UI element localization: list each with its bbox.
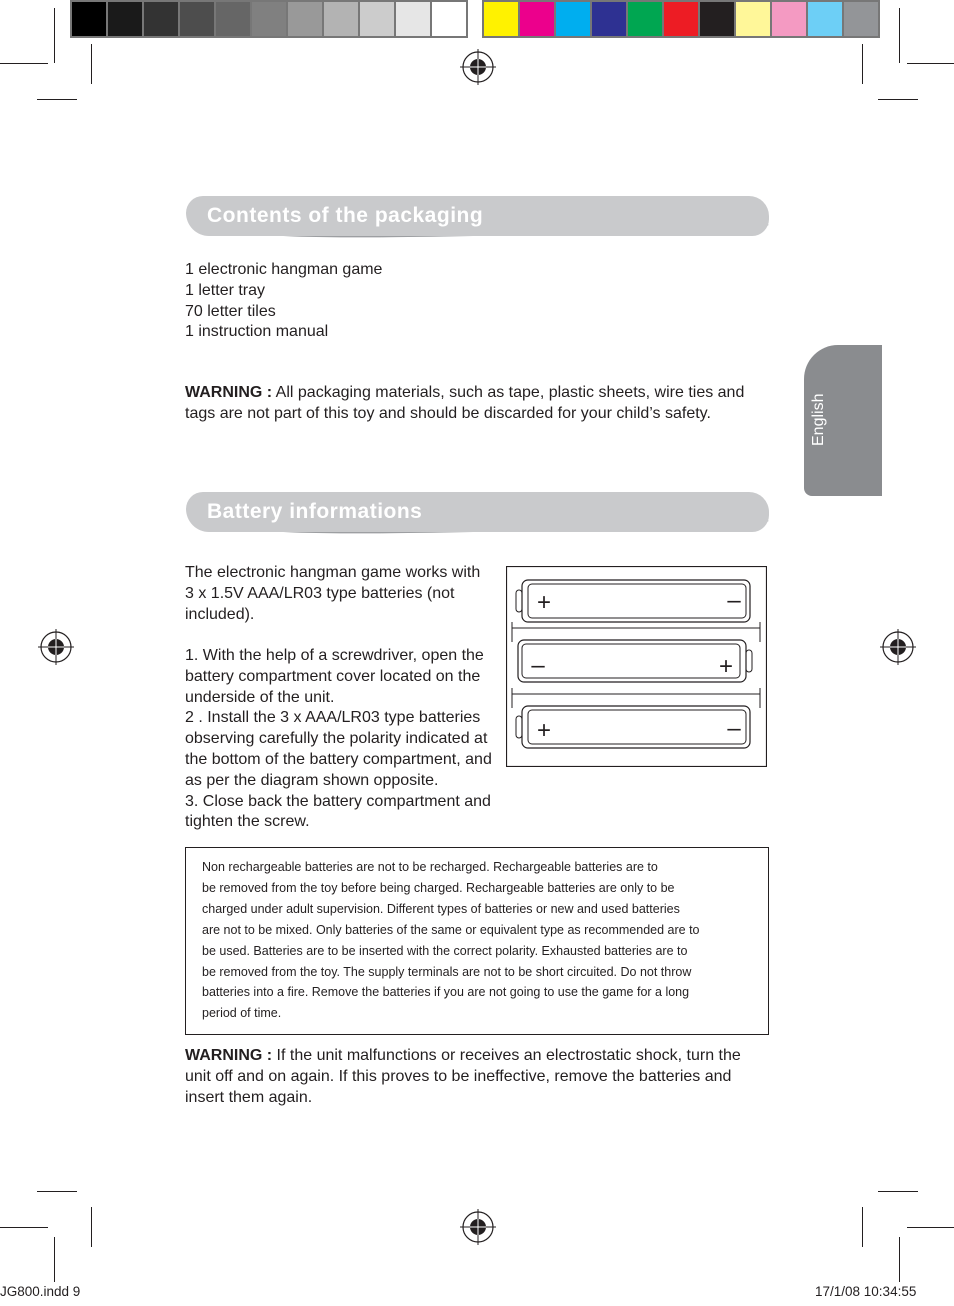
crop-mark <box>878 99 918 100</box>
crop-mark <box>899 1237 900 1282</box>
registration-mark-icon <box>460 1209 496 1245</box>
warning-text: insert them again. <box>185 1088 313 1106</box>
text-line: as per the diagram shown opposite. <box>185 771 439 789</box>
crop-mark <box>907 63 954 64</box>
gray-swatch <box>178 0 214 38</box>
language-tab-label: English <box>810 393 827 446</box>
gray-swatch <box>286 0 322 38</box>
crop-mark <box>37 1191 77 1192</box>
footer-timestamp: 17/1/08 10:34:55 <box>815 1284 917 1299</box>
crop-mark <box>37 99 77 100</box>
color-swatch <box>806 0 842 38</box>
text-line: charged under adult supervision. Different types of batteries or new and used batteries <box>202 901 680 916</box>
packaging-warning <box>185 383 744 425</box>
crop-mark <box>907 1227 954 1228</box>
gray-swatch <box>106 0 142 38</box>
color-swatch <box>698 0 734 38</box>
color-swatch <box>842 0 880 38</box>
gray-swatch <box>394 0 430 38</box>
battery-intro <box>185 563 480 625</box>
gray-swatch <box>142 0 178 38</box>
text-line: are not to be mixed. Only batteries of the same or equivalent type as recommended are to <box>202 922 700 937</box>
gray-swatch <box>214 0 250 38</box>
list-item: 1 electronic hangman game <box>185 261 383 278</box>
list-item: 70 letter tiles <box>185 302 276 320</box>
polarity-symbol: – <box>531 652 545 679</box>
section-header-contents <box>186 196 769 240</box>
color-swatch <box>770 0 806 38</box>
crop-mark <box>862 44 863 84</box>
text-line: be used. Batteries are to be inserted with the correct polarity. Exhausted batteries are to <box>202 943 688 958</box>
registration-mark-icon <box>38 629 74 665</box>
registration-mark-icon <box>460 49 496 85</box>
text-line: battery compartment cover located on the <box>185 667 481 685</box>
text-line: be removed from the toy. The supply terminals are not to be short circuited. Do not throw <box>202 964 692 979</box>
warning-text: All packaging materials, such as tape, plastic sheets, wire ties and <box>272 384 745 401</box>
list-item: 1 instruction manual <box>185 323 329 341</box>
battery-polarity-diagram <box>506 566 767 767</box>
polarity-symbol: – <box>727 587 741 614</box>
footer-file-slug: JG800.indd 9 <box>0 1284 81 1299</box>
polarity-symbol: + <box>536 589 552 616</box>
text-line: period of time. <box>202 1006 282 1021</box>
crop-mark <box>91 44 92 84</box>
polarity-symbol: + <box>718 653 734 680</box>
grayscale-calibration-bar <box>70 0 468 38</box>
text-line: included). <box>185 605 255 623</box>
crop-mark <box>0 1227 48 1228</box>
polarity-symbol: + <box>536 717 552 744</box>
color-swatch <box>662 0 698 38</box>
text-line: Non rechargeable batteries are not to be recharged. Rechargeable batteries are to <box>202 860 658 874</box>
color-calibration-bar <box>482 0 880 38</box>
battery-warning <box>185 1046 741 1108</box>
text-line: 3 x 1.5V AAA/LR03 type batteries (not <box>185 584 455 602</box>
color-swatch <box>734 0 770 38</box>
text-line: underside of the unit. <box>185 688 335 706</box>
color-swatch <box>482 0 518 38</box>
text-line: 3. Close back the battery compartment and <box>185 792 491 810</box>
text-line: 1. With the help of a screwdriver, open the <box>185 647 484 664</box>
crop-mark <box>878 1191 918 1192</box>
gray-swatch <box>250 0 286 38</box>
crop-mark <box>91 1207 92 1247</box>
warning-text: unit off and on again. If this proves to be ineffective, remove the batteries and <box>185 1067 732 1085</box>
text-line: The electronic hangman game works with <box>185 564 481 581</box>
polarity-symbol: – <box>727 715 741 742</box>
gray-swatch <box>358 0 394 38</box>
registration-mark-icon <box>880 629 916 665</box>
warning-text: If the unit malfunctions or receives an electrostatic shock, turn the <box>272 1047 741 1064</box>
section-title: Battery informations <box>207 500 423 523</box>
color-swatch <box>518 0 554 38</box>
text-line: tighten the screw. <box>185 813 310 831</box>
gray-swatch <box>430 0 468 38</box>
text-line: be removed from the toy before being charged. Rechargeable batteries are only to be <box>202 880 675 895</box>
text-line: batteries into a fire. Remove the batteries if you are not going to use the game for a long <box>202 985 690 1000</box>
gray-swatch <box>322 0 358 38</box>
warning-label: WARNING : <box>185 384 273 401</box>
color-swatch <box>554 0 590 38</box>
section-title: Contents of the packaging <box>207 204 484 227</box>
list-item: 1 letter tray <box>185 281 266 299</box>
warning-text: tags are not part of this toy and should be discarded for your child’s safety. <box>185 404 711 422</box>
section-header-battery <box>186 492 769 536</box>
crop-mark <box>54 1237 55 1282</box>
crop-mark <box>862 1207 863 1247</box>
battery-safety-notice <box>185 847 769 1035</box>
crop-mark <box>54 8 55 63</box>
text-line: 2 . Install the 3 x AAA/LR03 type batteries <box>185 709 481 727</box>
color-swatch <box>626 0 662 38</box>
contents-list <box>185 260 382 343</box>
text-line: the bottom of the battery compartment, and <box>185 750 492 768</box>
color-swatch <box>590 0 626 38</box>
battery-steps <box>185 646 492 833</box>
warning-label: WARNING : <box>185 1047 273 1064</box>
gray-swatch <box>70 0 106 38</box>
crop-mark <box>0 63 48 64</box>
text-line: observing carefully the polarity indicated at <box>185 730 488 748</box>
crop-mark <box>899 8 900 63</box>
